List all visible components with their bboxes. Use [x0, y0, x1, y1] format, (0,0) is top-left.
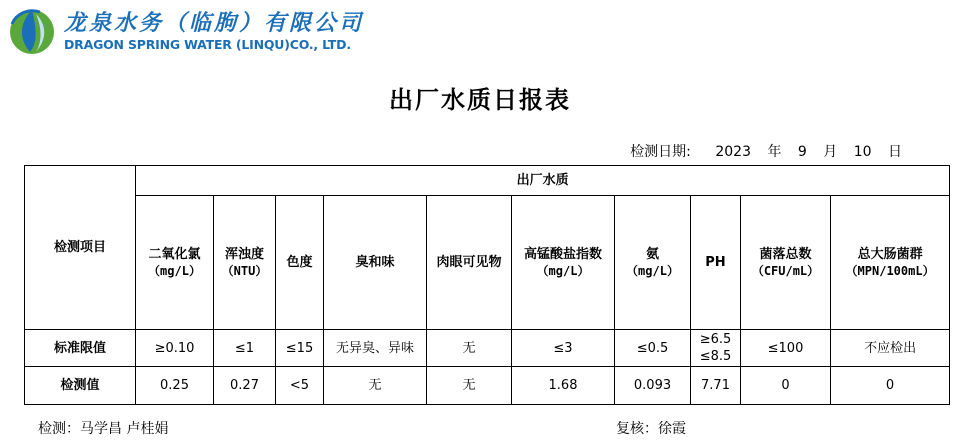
standard-value-cell: ≥0.10 [136, 330, 214, 367]
column-name: 浑浊度 [224, 246, 264, 262]
test-date [630, 141, 908, 161]
test-date-day: 10 [853, 144, 872, 160]
measured-value-cell: 0 [831, 367, 950, 405]
column-name: 肉眼可见物 [436, 255, 502, 270]
test-date-day-unit: 日 [888, 144, 902, 160]
column-header-row [25, 196, 950, 330]
column-name: 色度 [286, 255, 313, 270]
column-header-cell [512, 196, 615, 330]
column-header-cell [276, 196, 324, 330]
test-date-month-unit: 月 [823, 144, 838, 160]
column-unit: （NTU） [221, 263, 268, 278]
standard-value-cell: ≤0.5 [615, 330, 691, 367]
column-name: 二氧化氯 [148, 246, 201, 262]
column-header-cell [427, 196, 512, 330]
company-name-chinese: 龙泉水务（临朐）有限公司 [64, 11, 365, 36]
tester-signature [38, 418, 168, 438]
standard-value-cell: 无异臭、异味 [324, 330, 427, 367]
measured-value-cell: 0.25 [136, 367, 214, 405]
reviewer-name: 徐霞 [658, 421, 686, 437]
column-unit: （CFU/mL） [751, 263, 820, 278]
column-unit: （mg/L） [536, 263, 590, 278]
standard-label-cell: 标准限值 [25, 330, 136, 367]
table-row-standard [25, 330, 950, 367]
column-name: 臭和味 [355, 255, 395, 270]
water-quality-table [24, 165, 950, 405]
column-unit: （mg/L） [626, 263, 679, 278]
column-name: 菌落总数 [759, 246, 812, 262]
measured-value-cell: <5 [276, 367, 324, 405]
standard-value-cell: ≥6.5 ≤8.5 [691, 330, 741, 367]
standard-value-cell: 不应检出 [831, 330, 950, 367]
measured-value-cell: 无 [427, 367, 512, 405]
column-header-cell [831, 196, 950, 330]
test-date-label: 检测日期: [630, 144, 691, 160]
test-date-month: 9 [797, 144, 807, 160]
measured-value-cell: 无 [324, 367, 427, 405]
standard-value-cell: ≤3 [512, 330, 615, 367]
measured-value-cell: 0 [741, 367, 831, 405]
column-header-cell [615, 196, 691, 330]
standard-value-cell: ≤100 [741, 330, 831, 367]
standard-value-cell: ≤1 [214, 330, 276, 367]
column-unit: （mg/L） [148, 263, 201, 278]
column-name: 氨 [645, 246, 659, 262]
test-date-year: 2023 [715, 144, 751, 160]
column-header-cell [324, 196, 427, 330]
column-name: PH [705, 255, 726, 270]
reviewer-signature [616, 418, 686, 438]
test-date-year-unit: 年 [767, 144, 782, 160]
column-header-cell [741, 196, 831, 330]
column-name: 总大肠菌群 [857, 246, 923, 262]
reviewer-label: 复核： [616, 421, 658, 437]
measured-label-cell: 检测值 [25, 367, 136, 405]
tester-names: 马学昌 卢桂娟 [80, 421, 169, 437]
measured-value-cell: 0.27 [214, 367, 276, 405]
page-title: 出厂水质日报表 [389, 85, 571, 114]
measured-value-cell: 1.68 [512, 367, 615, 405]
row-header-cell: 检测项目 [25, 166, 136, 330]
measured-value-cell: 7.71 [691, 367, 741, 405]
standard-value-cell: ≤15 [276, 330, 324, 367]
column-header-cell [136, 196, 214, 330]
table-row-measured [25, 367, 950, 405]
group-header-cell: 出厂水质 [136, 166, 950, 196]
company-name-english: DRAGON SPRING WATER (LINQU)CO., LTD. [64, 37, 351, 52]
column-header-cell [214, 196, 276, 330]
column-unit: （MPN/100mL） [845, 263, 935, 278]
column-name: 高锰酸盐指数 [523, 246, 602, 262]
company-logo-icon [6, 4, 58, 56]
table-header-row [25, 166, 950, 196]
standard-value-cell: 无 [427, 330, 512, 367]
measured-value-cell: 0.093 [615, 367, 691, 405]
tester-label: 检测： [38, 421, 80, 437]
column-header-cell [691, 196, 741, 330]
